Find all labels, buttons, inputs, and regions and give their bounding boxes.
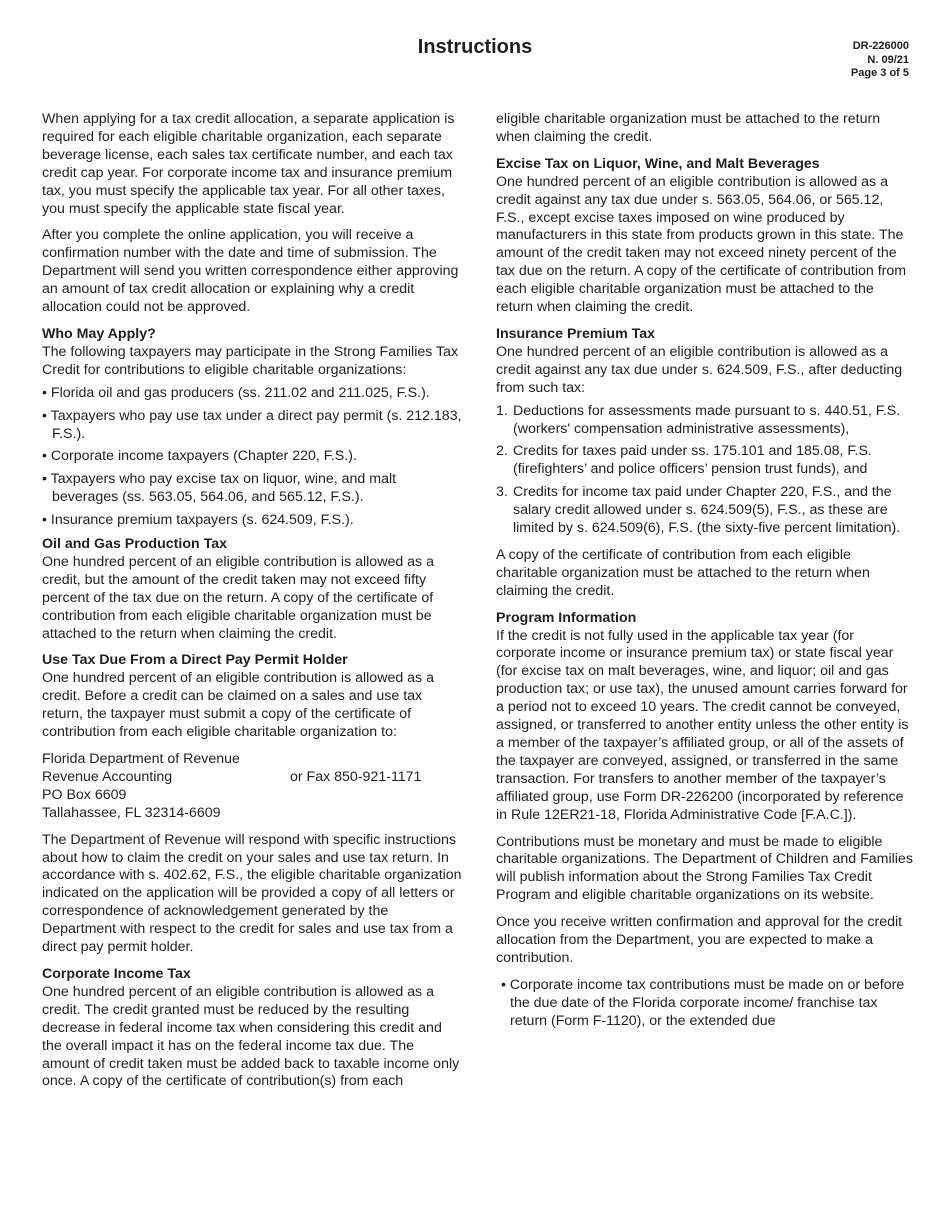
address-line: PO Box 6609 bbox=[42, 786, 127, 803]
page-title: Instructions bbox=[417, 36, 533, 58]
oil-gas-text: One hundred percent of an eligible contribution is allowed as a credit, but the amount of the credit taken may not exceed fifty percent of the tax due on the return. A copy of the certificate of contribution from each eligible charitable organization must be attached to the return when claiming the credit. bbox=[42, 553, 434, 642]
address-line: Florida Department of Revenue bbox=[42, 751, 240, 767]
list-item: 3. Credits for income tax paid under Chapter 220, F.S., and the salary credit allowed under s. 624.509(5), F.S., as these are limited by s. 624.509(6), F.S. (the sixty-five percent limitation). bbox=[496, 484, 901, 537]
excise-tax-text: One hundred percent of an eligible contribution is allowed as a credit against any tax due under s. 563.05, 564.06, or 565.12, F.S., except excise taxes imposed on wine produced by manufacturers in this state from products grown in this state. The amount of the credit taken may not exceed ninety percent of the tax due on the return. A copy of the certificate of contribution from each eligible charitable organization must be attached to the return when claiming the credit. bbox=[496, 173, 907, 316]
insurance-premium-text: One hundred percent of an eligible contribution is allowed as a credit against any tax due under s. 624.509, F.S., after deducting from such tax: bbox=[496, 343, 903, 396]
continued-text: eligible charitable organization must be attached to the return when claiming the credit. bbox=[496, 111, 881, 145]
application-paragraph: When applying for a tax credit allocation, a separate application is required for each eligible charitable organization, each separate beverage license, each sales tax certificate number, and each tax credit cap year. For corporate income tax and insurance premium tax, you must specify the applicable tax year. For all other taxes, you must specify the applicable state fiscal year. bbox=[42, 111, 455, 217]
taxpayer-list bbox=[42, 385, 464, 530]
use-tax-text: One hundred percent of an eligible contribution is allowed as a credit. Before a credit can be claimed on a sales and use tax return, the taxpayer must submit a copy of the certificate of contribution from each eligible charitable organization to: bbox=[42, 670, 434, 741]
list-item: • Corporate income taxpayers (Chapter 220, F.S.). bbox=[42, 448, 464, 466]
list-item: • Corporate income tax contributions must be made on or before the due date of the Florida corporate income/ franchise tax return (Form F-1120), or the extended due bbox=[501, 977, 914, 1031]
contribution-deadline-list bbox=[496, 977, 914, 1031]
who-may-apply-heading: Who May Apply? bbox=[42, 325, 156, 342]
address-line: Tallahassee, FL 32314-6609 bbox=[42, 804, 221, 821]
confirmation-paragraph: After you complete the online application, you will receive a confirmation number with the date and time of submission. The Department will send you written correspondence either approving an amount of tax credit allocation or explaining why a credit allocation could not be approved. bbox=[42, 227, 459, 316]
program-information-text: If the credit is not fully used in the applicable tax year (for corporate income or insurance premium tax) or state fiscal year (for excise tax on malt beverages, wine, and liquor; oil and gas production tax; or use tax), the unused amount carries forward for a period not to exceed 10 years. The credit cannot be conveyed, assigned, or transferred to another entity unless the other entity is a member of the taxpayer’s affiliated group, or all of the assets of the taxpayer are conveyed, assigned, or transferred in the same transaction. For transfers to another member of the taxpayer’s affiliated group, use Form DR-226200 (incorporated by reference in Rule 12ER21-18, Florida Administrative Code [F.A.C.]). bbox=[496, 627, 909, 823]
list-item: • Insurance premium taxpayers (s. 624.509, F.S.). bbox=[42, 512, 464, 530]
list-item: 2. Credits for taxes paid under ss. 175.101 and 185.08, F.S. (firefighters’ and police officers’ pension trust funds), and bbox=[496, 443, 872, 478]
list-item: • Florida oil and gas producers (ss. 211.02 and 211.025, F.S.). bbox=[42, 385, 464, 403]
confirmation-approval-text: Once you receive written confirmation and approval for the credit allocation from the Department, you are expected to make a contribution. bbox=[496, 914, 903, 966]
program-information-heading: Program Information bbox=[496, 609, 637, 626]
page-number: Page 3 of 5 bbox=[850, 67, 909, 79]
list-item: 1. Deductions for assessments made pursuant to s. 440.51, F.S. (workers' compensation administrative assessments), bbox=[496, 402, 901, 437]
excise-tax-heading: Excise Tax on Liquor, Wine, and Malt Beverages bbox=[496, 155, 820, 172]
deduction-list bbox=[496, 403, 914, 538]
department-response-text: The Department of Revenue will respond with specific instructions about how to claim the credit on your sales and use tax return. In accordance with s. 402.62, F.S., the eligible charitable organization indicated on the application will be provided a copy of all letters or correspondence of acknowledgement generated by the Department with respect to the credit for sales and use tax from a direct pay permit holder. bbox=[42, 831, 462, 956]
contributions-text: Contributions must be monetary and must be made to eligible charitable organizations. The Department of Children and Families will publish information about the Strong Families Tax Credit Program and eligible charitable organizations on its website. bbox=[496, 833, 913, 904]
left-column bbox=[42, 111, 464, 1100]
oil-gas-heading: Oil and Gas Production Tax bbox=[42, 536, 227, 553]
use-tax-heading: Use Tax Due From a Direct Pay Permit Holder bbox=[42, 652, 348, 669]
form-revision: N. 09/21 bbox=[867, 53, 909, 66]
corporate-income-text: One hundred percent of an eligible contribution is allowed as a credit. The credit granted must be reduced by the resulting decrease in federal income tax when considering this credit and the overall impact it has on the federal income tax due. The amount of credit taken must be added back to taxable income only once. A copy of the certificate of contribution(s) from each bbox=[42, 983, 460, 1090]
form-number: DR-226000 bbox=[852, 40, 909, 52]
right-column bbox=[496, 111, 914, 1031]
form-identifier bbox=[851, 40, 909, 81]
certificate-copy-text: A copy of the certificate of contribution from each eligible charitable organization must be attached to the return when claiming the credit. bbox=[496, 546, 870, 599]
address-line: Revenue Accounting bbox=[42, 768, 173, 785]
list-item: • Taxpayers who pay use tax under a direct pay permit (s. 212.183, F.S.). bbox=[42, 408, 464, 444]
fax-number: or Fax 850-921-1171 bbox=[290, 768, 422, 785]
mailing-address bbox=[42, 751, 464, 823]
insurance-premium-heading: Insurance Premium Tax bbox=[496, 325, 656, 342]
list-item: • Taxpayers who pay excise tax on liquor, wine, and malt beverages (ss. 563.05, 564.06, and 565.12, F.S.). bbox=[42, 471, 464, 507]
who-may-apply-intro: The following taxpayers may participate in the Strong Families Tax Credit for contributions to eligible charitable organizations: bbox=[42, 343, 459, 378]
corporate-income-heading: Corporate Income Tax bbox=[42, 965, 191, 982]
